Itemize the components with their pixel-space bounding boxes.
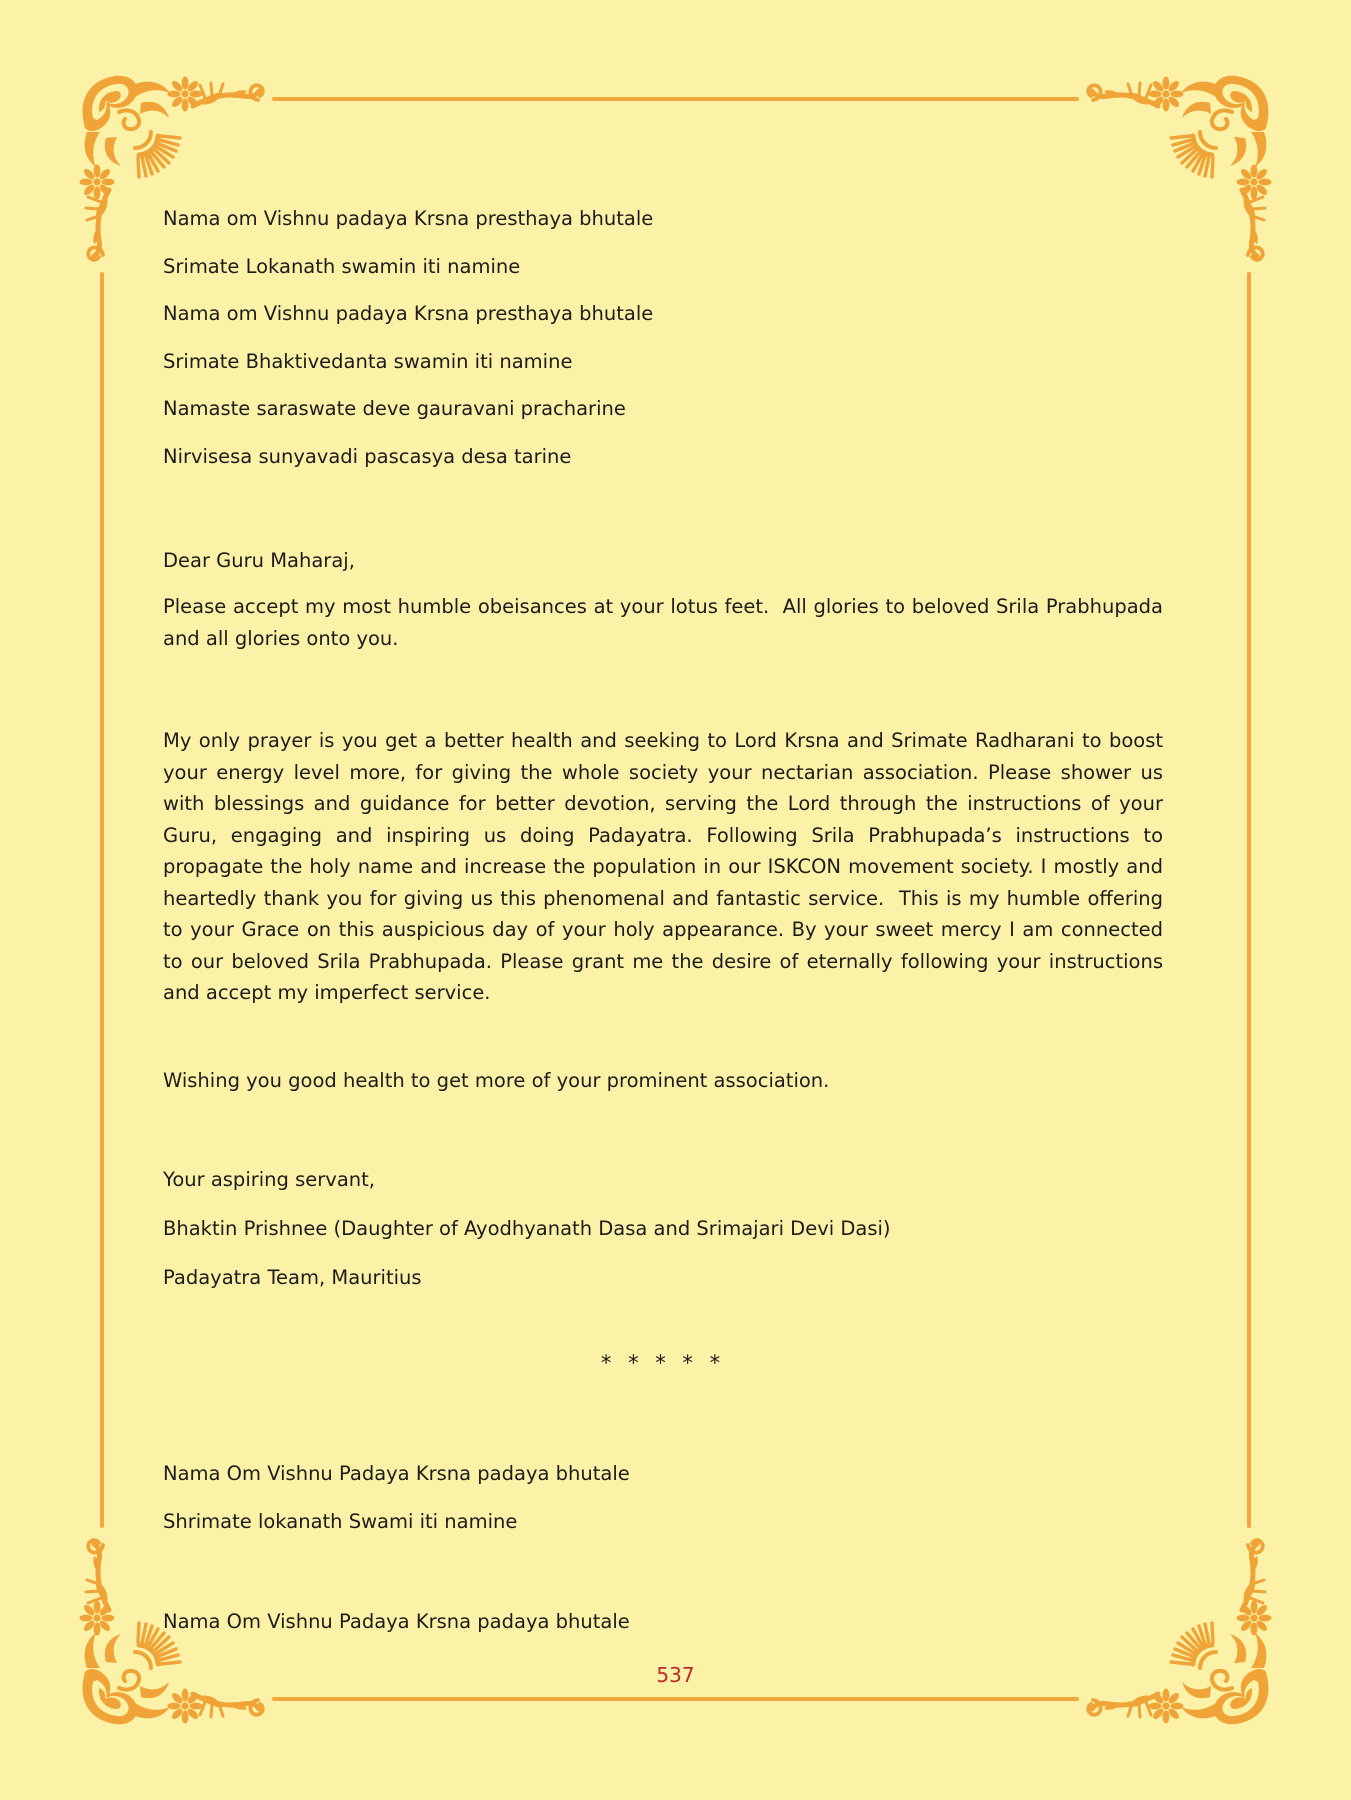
frame-line-right	[1247, 272, 1251, 1528]
invocation-line: Srimate Lokanath swamin iti namine	[163, 254, 521, 278]
opening-paragraph: Please accept my most humble obeisances at your lotus feet. All glories to beloved Srila Prabhupada and all glories onto you.	[163, 595, 1170, 650]
invocation-line: Shrimate lokanath Swami iti namine	[163, 1510, 518, 1533]
invocation-verse	[163, 195, 1163, 480]
salutation: Dear Guru Maharaj,	[163, 549, 355, 572]
asterisk-separator: * * * * *	[600, 1351, 726, 1375]
frame-line-top	[272, 97, 1079, 101]
invocation-line: Namaste saraswate deve gauravani pracharine	[163, 397, 626, 420]
invocation-verse-2	[163, 1450, 1163, 1546]
signatory-org: Padayatra Team, Mauritius	[163, 1266, 422, 1289]
invocation-reprise-line: Nama Om Vishnu Padaya Krsna padaya bhutale	[163, 1610, 630, 1633]
invocation-line: Srimate Bhaktivedanta swamin iti namine	[163, 349, 573, 373]
page-number: 537	[656, 1663, 695, 1687]
frame-line-bottom	[272, 1697, 1079, 1701]
signatory-name: Bhaktin Prishnee (Daughter of Ayodhyanath Dasa and Srimajari Devi Dasi)	[163, 1217, 891, 1240]
body-paragraph: My only prayer is you get a better health and seeking to Lord Krsna and Srimate Radharani to boost your energy level more, for giving the whole society your nectarian association. Please shower us with blessings and guidance for better devotion, serving the Lord through the instructions of your Guru, engaging and inspiring us doing Padayatra. Following Srila Prabhupada’s instructions to propagate the holy name and increase the population in our ISKCON movement society. I mostly and heartedly thank you for giving us this phenomenal and fantastic service. This is my humble offering to your Grace on this auspicious day of your holy appearance. By your sweet mercy I am connected to our beloved Srila Prabhupada. Please grant me the desire of eternally following your instructions and accept my imperfect service.	[163, 729, 1170, 1004]
invocation-line: Nirvisesa sunyavadi pascasya desa tarine	[163, 444, 572, 468]
signature-block	[163, 1155, 1163, 1302]
invocation-line: Nama om Vishnu padaya Krsna presthaya bhutale	[163, 302, 654, 325]
signoff-line: Your aspiring servant,	[163, 1168, 375, 1191]
frame-line-left	[100, 272, 104, 1528]
invocation-line: Nama om Vishnu padaya Krsna presthaya bhutale	[163, 207, 654, 230]
closing-line: Wishing you good health to get more of your prominent association.	[163, 1069, 830, 1092]
invocation-line: Nama Om Vishnu Padaya Krsna padaya bhutale	[163, 1462, 630, 1485]
